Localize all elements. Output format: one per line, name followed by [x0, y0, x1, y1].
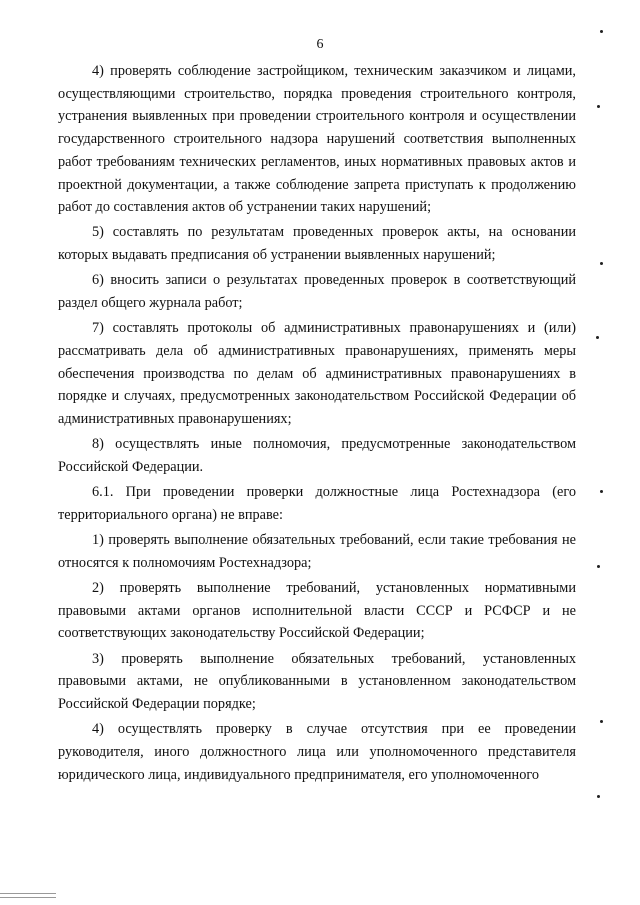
- paragraph-section-6-1: 6.1. При проведении проверки должностные лица Ростехнадзора (его территориального органа) не вправе:: [58, 484, 576, 523]
- footer-rule: [0, 893, 56, 894]
- footer-rule: [0, 897, 56, 898]
- paragraph-restriction-4: 4) осуществлять проверку в случае отсутствия при ее проведении руководителя, иного должностного лица или уполномоченного представителя юридического лица, индивидуального предпринимателя, его уполномоченного: [58, 721, 576, 783]
- scan-speck: [600, 720, 603, 723]
- page-number: 6: [316, 37, 324, 52]
- scan-speck: [600, 490, 603, 493]
- paragraph-item-8: 8) осуществлять иные полномочия, предусмотренные законодательством Российской Федерации.: [58, 436, 576, 475]
- paragraph-item-4: 4) проверять соблюдение застройщиком, техническим заказчиком и лицами, осуществляющими строительство, порядка проведения строительного контроля, устранения выявленных при проведении строительного контроля и осуществлении государственного строительного надзора нарушений соответствия выполненных работ требованиям технических регламентов, иных нормативных правовых актов и проектной документации, а также соблюдение запрета приступать к продолжению работ до составления актов об устранении таких нарушений;: [58, 63, 576, 216]
- paragraph-restriction-3: 3) проверять выполнение обязательных требований, установленных правовыми актами, не опубликованными в установленном законодательством Российской Федерации порядке;: [58, 650, 576, 712]
- scan-speck: [597, 565, 600, 568]
- paragraph-restriction-1: 1) проверять выполнение обязательных требований, если такие требования не относятся к полномочиям Ростехнадзора;: [58, 532, 576, 571]
- scan-speck: [597, 105, 600, 108]
- scan-speck: [596, 336, 599, 339]
- paragraph-item-6: 6) вносить записи о результатах проведенных проверок в соответствующий раздел общего журнала работ;: [58, 272, 576, 312]
- scan-speck: [600, 30, 603, 33]
- paragraph-restriction-2: 2) проверять выполнение требований, установленных нормативными правовыми актами органов исполнительной власти СССР и РСФСР и не соответствующих законодательству Российской Федерации;: [58, 579, 576, 642]
- paragraph-item-7: 7) составлять протоколы об административных правонарушениях и (или) рассматривать дела об административных правонарушениях, применять меры обеспечения производства по делам об административных правонарушениях в порядке и случаях, предусмотренных законодательством Российской Федерации об административных правонарушениях;: [58, 320, 576, 428]
- paragraph-item-5: 5) составлять по результатам проведенных проверок акты, на основании которых выдавать предписания об устранении выявленных нарушений;: [58, 224, 576, 264]
- document-body: [58, 60, 576, 789]
- scan-speck: [600, 262, 603, 265]
- scan-speck: [597, 795, 600, 798]
